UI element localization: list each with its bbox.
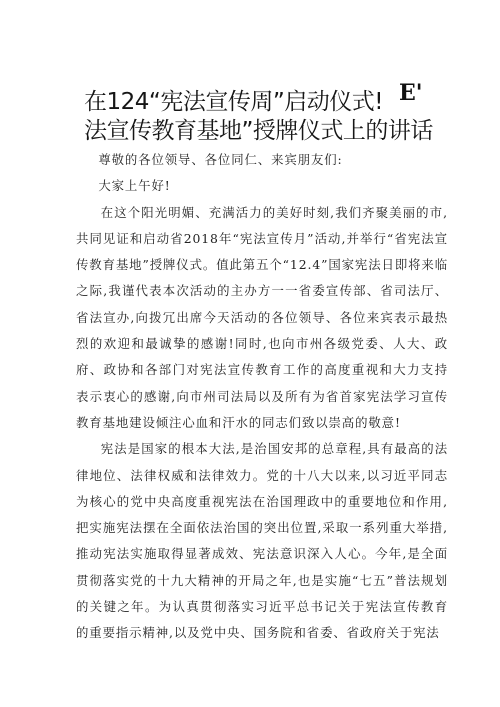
document-body	[76, 147, 448, 647]
greeting: 大家上午好!	[98, 178, 171, 194]
document-title-line-2: 法宣传教育基地”授牌仪式上的讲话	[84, 118, 433, 144]
stray-mark: E'	[399, 80, 423, 106]
body-paragraph-1: 在这个阳光明媚、充满活力的美好时刻,我们齐聚美丽的市,共同见证和启动省2018年“宪法宣传月”活动,并举行“省宪法宣传教育基地”授牌仪式。值此第五个“12.4”国家宪法日即将来临之际,我谨代表本次活动的主办方一一省委宣传部、省司法厅、省法宣办,向拨冗出席今天活动的各位领导、各位来宾表示最热烈的欢迎和最诚挚的感谢!同时,也向市州各级党委、人大、政府、政协和各部门对宪法宣传教育工作的高度重视和大力支持表示衷心的感谢,向市州司法局以及所有为省首家宪法学习宣传教育基地建设倾注心血和汗水的同志们致以崇高的敬意!	[76, 204, 448, 430]
salutation: 尊敬的各位领导、各位同仁、来宾朋友们:	[98, 152, 343, 167]
document-title-line-1: 在124“宪法宣传周”启动仪式!	[84, 89, 383, 115]
body-paragraph-2: 宪法是国家的根本大法,是治国安邦的总章程,具有最高的法律地位、法律权威和法律效力。党的十八大以来,以习近平同志为核心的党中央高度重视宪法在治国理政中的重要地位和作用,把实施宪法摆在全面依法治国的突出位置,采取一系列重大举措,推动宪法实施取得显著成效、宪法意识深入人心。今年,是全面贯彻落实党的十九大精神的开局之年,也是实施“七五”普法规划的关键之年。为认真贯彻落实习近平总书记关于宪法宣传教育的重要指示精神,以及党中央、国务院和省委、省政府关于宪法	[76, 441, 448, 641]
